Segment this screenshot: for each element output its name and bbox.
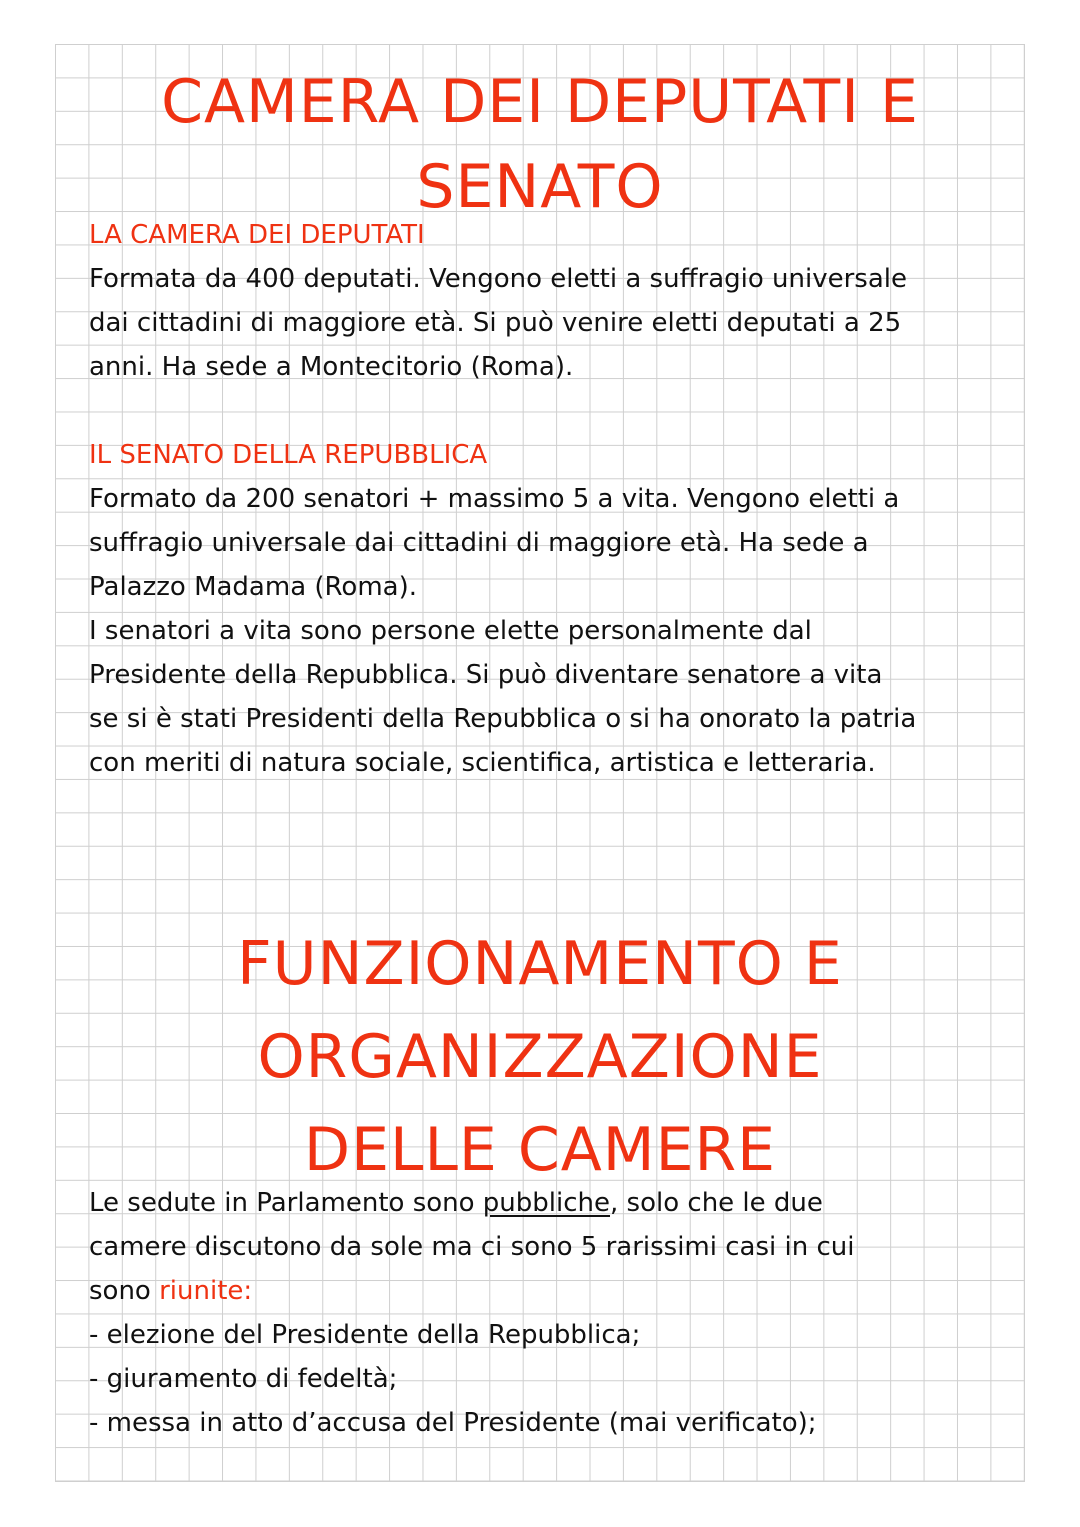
page-title-line-1: CAMERA DEI DEPUTATI E (161, 67, 919, 137)
list-item: - messa in atto d’accusa del Presidente (mai verificato); (89, 1408, 817, 1438)
senato-line: Palazzo Madama (Roma). (89, 572, 418, 602)
list-item: - elezione del Presidente della Repubblica; (89, 1320, 641, 1350)
senato-line: I senatori a vita sono persone elette personalmente dal (89, 616, 812, 646)
intro-line-3 (89, 1278, 252, 1304)
senato-heading: IL SENATO DELLA REPUBBLICA (89, 440, 488, 470)
senato-line: con meriti di natura sociale, scientifica, artistica e letteraria. (89, 748, 876, 778)
intro-text: sono (89, 1276, 160, 1306)
camera-line: anni. Ha sede a Montecitorio (Roma). (89, 352, 574, 382)
section-title-line-1: FUNZIONAMENTO E (237, 929, 843, 999)
senato-line: se si è stati Presidenti della Repubblica o si ha onorato la patria (89, 704, 917, 734)
intro-line-1 (89, 1190, 823, 1216)
senato-line: Presidente della Repubblica. Si può diventare senatore a vita (89, 660, 883, 690)
highlighted-word: riunite: (159, 1276, 253, 1306)
camera-line: Formata da 400 deputati. Vengono eletti a suffragio universale (89, 264, 907, 294)
camera-line: dai cittadini di maggiore età. Si può venire eletti deputati a 25 (89, 308, 902, 338)
section-title-line-2: ORGANIZZAZIONE (257, 1022, 823, 1092)
underlined-word: pubbliche (482, 1188, 611, 1218)
senato-line: suffragio universale dai cittadini di maggiore età. Ha sede a (89, 528, 869, 558)
camera-heading: LA CAMERA DEI DEPUTATI (89, 220, 425, 250)
intro-text: Le sedute in Parlamento sono (89, 1188, 483, 1218)
list-item: - giuramento di fedeltà; (89, 1364, 398, 1394)
section-title-line-3: DELLE CAMERE (303, 1115, 777, 1185)
intro-text: , solo che le due (610, 1188, 823, 1218)
senato-line: Formato da 200 senatori + massimo 5 a vita. Vengono eletti a (89, 484, 900, 514)
page-title-line-2: SENATO (416, 152, 664, 222)
intro-line-2: camere discutono da sole ma ci sono 5 rarissimi casi in cui (89, 1232, 855, 1262)
